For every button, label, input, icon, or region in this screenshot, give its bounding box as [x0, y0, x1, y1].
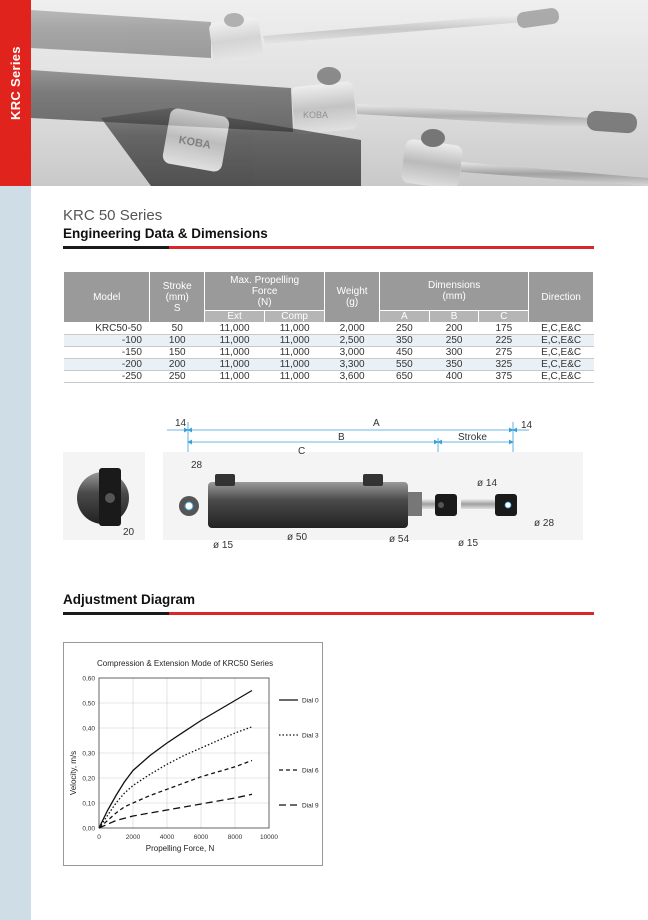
cylinder-side-view — [163, 452, 583, 540]
cell-a: 350 — [380, 335, 430, 347]
cell-b: 350 — [429, 359, 479, 371]
cell-stroke: 100 — [150, 335, 205, 347]
cell-c: 175 — [479, 323, 529, 335]
cell-model: -200 — [64, 359, 150, 371]
chart-ylabel: Velocity, m/s — [69, 750, 78, 796]
dim-phi14: ø 14 — [477, 478, 498, 489]
cell-weight: 2,000 — [325, 323, 380, 335]
dim-phi54: ø 54 — [389, 534, 410, 545]
dimension-drawing — [63, 410, 594, 560]
th-ext: Ext — [205, 311, 265, 323]
dim-14-right: 14 — [521, 420, 533, 431]
section-rule-adjustment — [63, 612, 594, 615]
cell-a: 550 — [380, 359, 430, 371]
y-tick-label: 0,60 — [82, 675, 95, 683]
section-heading-adjustment: Adjustment Diagram — [63, 592, 196, 607]
table-row — [64, 335, 594, 347]
cell-model: -150 — [64, 347, 150, 359]
dim-20: 20 — [123, 527, 135, 538]
cell-c: 225 — [479, 335, 529, 347]
table-row — [64, 371, 594, 383]
dim-c: C — [298, 446, 306, 457]
x-tick-label: 2000 — [125, 834, 141, 841]
dim-phi15-right: ø 15 — [458, 538, 479, 549]
adjustment-chart — [63, 642, 323, 866]
th-b: B — [429, 311, 479, 323]
cell-ext: 11,000 — [205, 359, 265, 371]
series-line — [99, 691, 252, 829]
product-photo — [31, 0, 648, 186]
y-tick-label: 0,50 — [82, 700, 95, 708]
th-model: Model — [64, 272, 150, 323]
svg-text:KOBA: KOBA — [177, 134, 212, 152]
cell-ext: 11,000 — [205, 371, 265, 383]
product-photo-illustration — [31, 0, 648, 186]
x-tick-label: 10000 — [259, 834, 279, 841]
cell-stroke: 50 — [150, 323, 205, 335]
th-weight: Weight (g) — [325, 272, 380, 323]
legend-label: Dial 3 — [302, 732, 319, 740]
sidebar-label: KRC Series — [8, 46, 23, 120]
cell-c: 325 — [479, 359, 529, 371]
series-line — [99, 727, 252, 828]
cell-b: 400 — [429, 371, 479, 383]
svg-text:KOBA: KOBA — [303, 110, 329, 120]
th-force: Max. Propelling Force (N) — [205, 272, 325, 311]
dim-stroke: Stroke — [458, 432, 487, 443]
cell-c: 375 — [479, 371, 529, 383]
y-tick-label: 0,10 — [82, 800, 95, 808]
th-c: C — [479, 311, 529, 323]
dim-a: A — [373, 418, 380, 429]
cylinder-back — [31, 7, 560, 63]
cell-a: 250 — [380, 323, 430, 335]
spec-table — [63, 271, 594, 383]
y-tick-label: 0,00 — [82, 825, 95, 833]
cell-comp: 11,000 — [265, 323, 325, 335]
x-tick-label: 4000 — [159, 834, 175, 841]
th-comp: Comp — [265, 311, 325, 323]
cell-direction: E,C,E&C — [529, 371, 594, 383]
chart-svg — [64, 643, 322, 865]
cell-comp: 11,000 — [265, 359, 325, 371]
cell-direction: E,C,E&C — [529, 347, 594, 359]
cell-b: 300 — [429, 347, 479, 359]
chart-title: Compression & Extension Mode of KRC50 Series — [97, 659, 274, 668]
cell-weight: 2,500 — [325, 335, 380, 347]
cell-ext: 11,000 — [205, 323, 265, 335]
series-line — [99, 794, 252, 828]
cell-comp: 11,000 — [265, 335, 325, 347]
cell-direction: E,C,E&C — [529, 323, 594, 335]
cell-weight: 3,600 — [325, 371, 380, 383]
cell-stroke: 150 — [150, 347, 205, 359]
cell-model: -100 — [64, 335, 150, 347]
cell-model: -250 — [64, 371, 150, 383]
table-row — [64, 347, 594, 359]
cell-ext: 11,000 — [205, 347, 265, 359]
cell-ext: 11,000 — [205, 335, 265, 347]
cell-model: KRC50-50 — [64, 323, 150, 335]
cell-c: 275 — [479, 347, 529, 359]
y-tick-label: 0,30 — [82, 750, 95, 758]
x-tick-label: 0 — [97, 834, 101, 841]
cell-direction: E,C,E&C — [529, 359, 594, 371]
y-tick-label: 0,20 — [82, 775, 95, 783]
cell-comp: 11,000 — [265, 371, 325, 383]
legend-label: Dial 0 — [302, 697, 319, 705]
y-tick-label: 0,40 — [82, 725, 95, 733]
chart-xlabel: Propelling Force, N — [145, 844, 215, 853]
section-heading-engineering: Engineering Data & Dimensions — [63, 226, 268, 241]
th-a: A — [380, 311, 430, 323]
cell-b: 200 — [429, 323, 479, 335]
th-stroke: Stroke (mm) S — [150, 272, 205, 323]
cell-direction: E,C,E&C — [529, 335, 594, 347]
dim-phi50: ø 50 — [287, 532, 308, 543]
series-line — [99, 761, 252, 829]
cell-a: 450 — [380, 347, 430, 359]
dimension-drawing-svg — [63, 410, 594, 560]
cell-comp: 11,000 — [265, 347, 325, 359]
cell-weight: 3,300 — [325, 359, 380, 371]
cell-a: 650 — [380, 371, 430, 383]
table-row — [64, 359, 594, 371]
dim-phi28: ø 28 — [534, 518, 555, 529]
cell-stroke: 250 — [150, 371, 205, 383]
dim-28-top: 28 — [191, 460, 203, 471]
dim-b: B — [338, 432, 345, 443]
cell-b: 250 — [429, 335, 479, 347]
x-tick-label: 6000 — [193, 834, 209, 841]
cell-weight: 3,000 — [325, 347, 380, 359]
section-rule-engineering — [63, 246, 594, 249]
cell-stroke: 200 — [150, 359, 205, 371]
th-direction: Direction — [529, 272, 594, 323]
x-tick-label: 8000 — [227, 834, 243, 841]
series-title: KRC 50 Series — [63, 207, 163, 224]
dim-phi15-left: ø 15 — [213, 540, 234, 551]
dim-14-left: 14 — [175, 418, 187, 429]
legend-label: Dial 6 — [302, 767, 319, 775]
th-dimensions: Dimensions (mm) — [380, 272, 529, 311]
legend-label: Dial 9 — [302, 802, 319, 810]
table-row — [64, 323, 594, 335]
